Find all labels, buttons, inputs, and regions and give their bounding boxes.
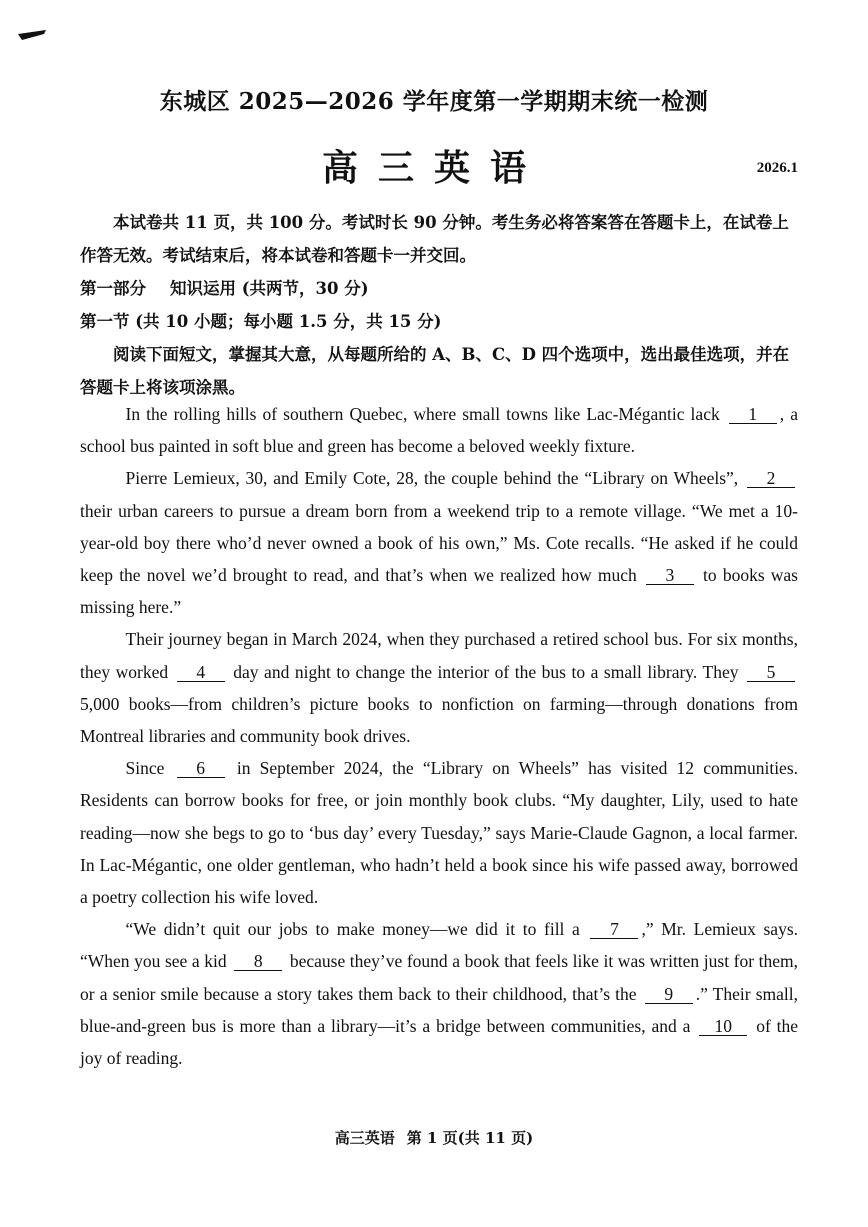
blank-7: 7: [590, 920, 638, 939]
passage-paragraph: [80, 623, 798, 752]
passage-text: 5,000 books—from children’s picture books to nonfiction on farming—through donations from Montreal libraries and community book drives.: [80, 693, 798, 747]
passage-text: .” Their small, blue-and-green bus is more than a library—it’s a bridge between communities, and a: [80, 983, 799, 1036]
exam-title: 东城区 2025—2026 学年度第一学期期末统一检测: [159, 88, 709, 115]
instructions: [80, 206, 798, 404]
blank-5: 5: [747, 663, 795, 682]
passage-text: of the joy of reading.: [80, 1015, 799, 1069]
cloze-passage: [80, 398, 798, 1074]
corner-mark: [18, 30, 46, 42]
passage-text: their urban careers to pursue a dream born from a weekend trip to a remote village. “We met a 10-year-old boy there who’d never owned a book of his own,” Ms. Cote recalls. “He asked if he could keep the novel we’d brought to read, and that’s when we realized how much: [80, 500, 798, 586]
blank-1: 1: [729, 405, 777, 424]
part-title: 第一部分: [80, 279, 146, 298]
passage-text: day and night to change the interior of the bus to a small library. They: [233, 661, 739, 682]
passage-paragraph: [80, 398, 798, 462]
passage-text: In the rolling hills of southern Quebec, where small towns like Lac-Mégantic lack: [125, 404, 720, 424]
footer-page-number: 第 1 页(共 11 页): [406, 1129, 534, 1147]
passage-text: Since: [125, 758, 165, 779]
blank-6: 6: [177, 759, 225, 778]
passage-text: , a school bus painted in soft blue and green has become a beloved weekly fixture.: [80, 404, 799, 457]
exam-notice: 本试卷共 11 页，共 100 分。考试时长 90 分钟。考生务必将答案答在答题卡上，在试卷上作答无效。考试结束后，将本试卷和答题卡一并交回。: [80, 213, 789, 265]
passage-text: ,” Mr. Lemieux says. “When you see a kid: [80, 919, 799, 972]
blank-9: 9: [645, 985, 693, 1004]
passage-paragraph: [80, 752, 798, 913]
passage-text: because they’ve found a book that feels like it was written just for them, or a senior smile because a story takes them back to their childhood, that’s the: [80, 951, 799, 1004]
passage-text: Their journey began in March 2024, when they purchased a retired school bus. For six months, they worked: [80, 629, 798, 682]
section-title: 第一节 (共 10 小题；每小题 1.5 分，共 15 分): [80, 312, 442, 331]
blank-10: 10: [699, 1017, 747, 1036]
footer-subject: 高三英语: [334, 1129, 395, 1147]
exam-date: 2026.1: [756, 160, 798, 176]
subject-title: 高三英语: [321, 147, 546, 189]
passage-text: in September 2024, the “Library on Wheels” has visited 12 communities. Residents can borrow books for free, or join monthly book clubs. “My daughter, Lily, used to hate reading—now she begs to go to ‘bus day’ every Tuesday,” says Marie-Claude Gagnon, a local farmer. In Lac-Mégantic, one older gentleman, who hadn’t held a book since his wife passed away, borrowed a poetry collection his wife loved.: [80, 758, 799, 908]
blank-4: 4: [177, 663, 225, 682]
passage-paragraph: [80, 462, 798, 623]
blank-2: 2: [747, 469, 795, 488]
passage-text: “We didn’t quit our jobs to make money—we did it to fill a: [125, 919, 580, 940]
blank-8: 8: [234, 952, 282, 971]
page-footer: [0, 1127, 868, 1148]
blank-3: 3: [646, 566, 694, 585]
passage-text: to books was missing here.”: [80, 565, 798, 618]
passage-paragraph: [80, 913, 798, 1074]
part-heading: [80, 272, 798, 305]
directions: 阅读下面短文，掌握其大意，从每题所给的 A、B、C、D 四个选项中，选出最佳选项，并在答题卡上将该项涂黑。: [80, 345, 790, 397]
part-subtitle: 知识运用 (共两节，30 分): [170, 279, 369, 298]
passage-text: Pierre Lemieux, 30, and Emily Cote, 28, the couple behind the “Library on Wheels”,: [125, 468, 739, 489]
